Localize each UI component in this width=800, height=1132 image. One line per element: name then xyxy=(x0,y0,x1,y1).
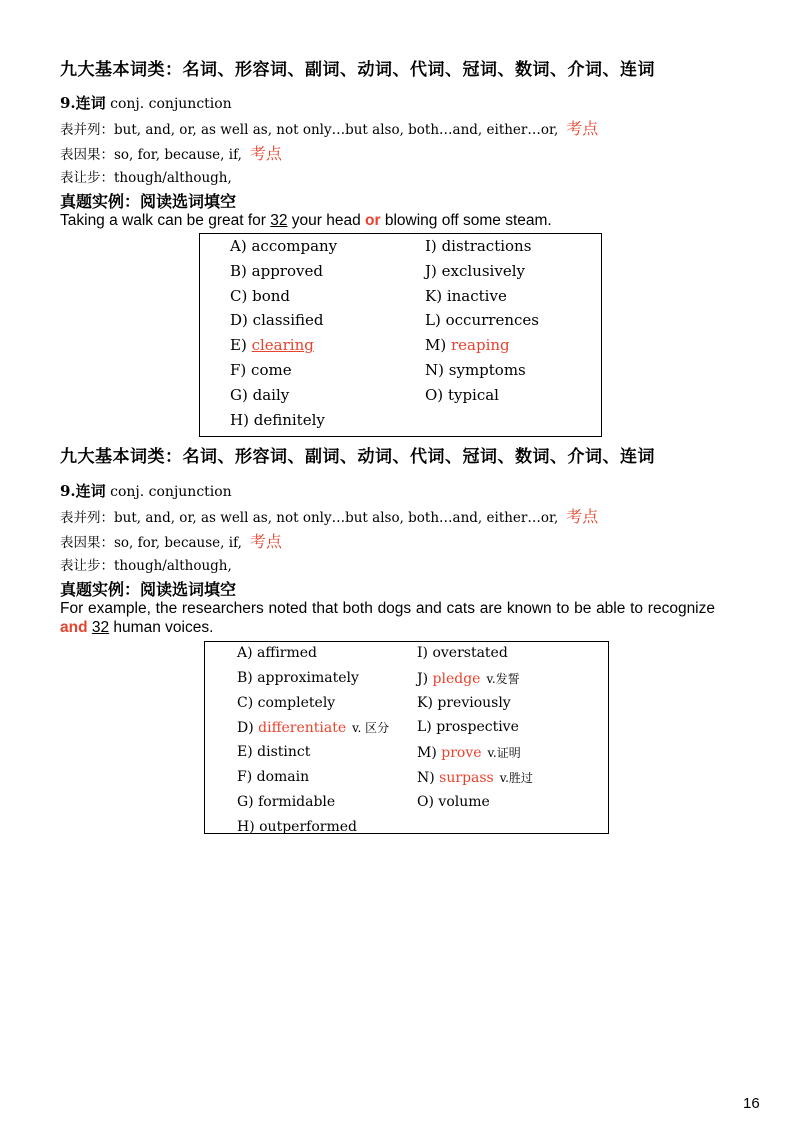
option-word: overstated xyxy=(432,645,508,661)
option-word: pledge xyxy=(432,670,481,687)
option-letter: N) xyxy=(417,770,435,786)
word-option xyxy=(230,336,314,354)
option-letter: G) xyxy=(237,793,254,810)
option-letter: I) xyxy=(417,645,428,661)
word-option xyxy=(230,287,290,305)
option-letter: J) xyxy=(425,261,437,280)
option-word: classified xyxy=(252,311,324,330)
parallel-text: but, and, or, as well as, not only…but also, both…and, either…or, xyxy=(114,122,559,138)
concession-text: though/although, xyxy=(114,558,232,574)
option-letter: A) xyxy=(230,237,247,255)
option-word: formidable xyxy=(258,793,336,810)
option-note: v. 区分 xyxy=(352,721,390,736)
option-letter: B) xyxy=(237,669,253,686)
option-letter: A) xyxy=(237,645,253,661)
option-word: affirmed xyxy=(257,645,318,661)
word-option xyxy=(230,262,323,280)
option-word: prove xyxy=(441,745,482,762)
option-word: exclusively xyxy=(441,261,525,280)
option-word: approximately xyxy=(257,669,359,686)
option-letter: E) xyxy=(230,336,247,355)
parallel-label: 表并列： xyxy=(60,510,114,526)
word-option xyxy=(417,769,533,786)
option-letter: L) xyxy=(417,719,432,736)
word-option xyxy=(230,361,292,379)
cause-text: so, for, because, if, xyxy=(114,147,242,163)
word-option xyxy=(425,361,526,379)
word-option xyxy=(425,311,539,329)
option-letter: K) xyxy=(417,694,433,711)
word-bank-box xyxy=(204,641,609,834)
conjunction-keyword: or xyxy=(365,212,381,229)
option-letter: H) xyxy=(230,410,249,429)
title-en: conj. conjunction xyxy=(110,484,232,500)
option-letter: C) xyxy=(230,286,248,305)
word-option xyxy=(417,719,519,735)
option-word: accompany xyxy=(251,237,338,255)
cause-text: so, for, because, if, xyxy=(114,535,242,551)
case-title: 真题实例：阅读选词填空 xyxy=(60,580,237,599)
title-en: conj. conjunction xyxy=(110,96,232,112)
option-letter: F) xyxy=(237,769,253,785)
option-word: reaping xyxy=(451,336,510,355)
example-sentence xyxy=(60,211,552,230)
concession-label: 表让步： xyxy=(60,558,114,574)
word-option xyxy=(425,237,531,255)
word-option xyxy=(237,819,357,835)
option-letter: F) xyxy=(230,361,247,379)
cause-line xyxy=(60,529,282,552)
section-title xyxy=(60,480,232,501)
title-num: 9.连词 xyxy=(60,94,106,112)
key-point: 考点 xyxy=(249,144,282,163)
concession-line xyxy=(60,166,232,186)
key-point: 考点 xyxy=(566,507,599,526)
option-letter: E) xyxy=(237,744,253,761)
conjunction-keyword: and xyxy=(60,619,88,636)
sentence-part: your head xyxy=(287,212,366,229)
option-letter: G) xyxy=(230,385,248,404)
word-option xyxy=(237,719,389,736)
word-option xyxy=(425,386,499,404)
blank-number: 32 xyxy=(270,212,288,229)
word-option xyxy=(230,411,325,429)
concession-label: 表让步： xyxy=(60,170,114,186)
option-word: surpass xyxy=(439,770,494,786)
word-option xyxy=(230,386,289,404)
word-bank-box xyxy=(199,233,602,437)
option-word: outperformed xyxy=(259,818,357,835)
option-word: approved xyxy=(251,261,323,280)
option-letter: D) xyxy=(237,720,254,737)
option-word: prospective xyxy=(436,719,519,736)
example-sentence xyxy=(60,599,715,637)
word-option xyxy=(237,645,317,661)
word-option xyxy=(230,311,324,329)
option-word: typical xyxy=(447,385,499,404)
option-word: previously xyxy=(437,694,511,711)
word-option xyxy=(425,262,525,280)
option-word: definitely xyxy=(253,410,325,429)
option-letter: M) xyxy=(417,745,437,762)
word-option xyxy=(237,794,335,810)
option-word: volume xyxy=(438,793,490,810)
option-word: clearing xyxy=(251,336,314,355)
option-word: distinct xyxy=(257,744,311,761)
key-point: 考点 xyxy=(249,532,282,551)
sentence-part: human voices. xyxy=(109,619,214,636)
option-letter: D) xyxy=(230,311,248,330)
parallel-text: but, and, or, as well as, not only…but also, both…and, either…or, xyxy=(114,510,559,526)
option-word: domain xyxy=(256,769,310,785)
word-option xyxy=(417,744,521,761)
word-option xyxy=(417,670,520,687)
word-option xyxy=(417,645,508,661)
option-word: bond xyxy=(252,286,291,305)
sentence-part: For example, the researchers noted that both dogs and cats are known to be able to recognize xyxy=(60,600,715,617)
word-option xyxy=(425,287,507,305)
section-title xyxy=(60,92,232,113)
word-option xyxy=(237,769,309,785)
word-option xyxy=(237,744,310,760)
word-option xyxy=(237,670,359,686)
word-option xyxy=(230,237,337,255)
option-word: differentiate xyxy=(258,720,347,737)
word-option xyxy=(425,336,510,354)
option-word: symptoms xyxy=(448,361,526,379)
sentence-part: blowing off some steam. xyxy=(380,212,552,229)
option-letter: M) xyxy=(425,336,447,355)
option-word: come xyxy=(251,361,292,379)
option-word: daily xyxy=(252,385,290,404)
option-letter: L) xyxy=(425,311,441,330)
case-title: 真题实例：阅读选词填空 xyxy=(60,192,237,211)
option-letter: I) xyxy=(425,237,437,255)
option-word: occurrences xyxy=(445,311,539,330)
option-letter: N) xyxy=(425,361,444,379)
option-word: distractions xyxy=(441,237,532,255)
option-note: v.发誓 xyxy=(486,671,520,686)
option-word: inactive xyxy=(446,286,507,305)
title-num: 9.连词 xyxy=(60,482,106,500)
cause-label: 表因果： xyxy=(60,535,114,551)
cause-label: 表因果： xyxy=(60,147,114,163)
parallel-label: 表并列： xyxy=(60,122,114,138)
concession-line xyxy=(60,554,232,574)
option-letter: H) xyxy=(237,818,255,835)
sentence-part: Taking a walk can be great for xyxy=(60,212,271,229)
option-letter: O) xyxy=(425,385,444,404)
section-heading: 九大基本词类：名词、形容词、副词、动词、代词、冠词、数词、介词、连词 xyxy=(60,447,655,467)
concession-text: though/although, xyxy=(114,170,232,186)
word-option xyxy=(417,695,511,711)
option-letter: C) xyxy=(237,694,254,711)
word-option xyxy=(417,794,490,810)
option-letter: J) xyxy=(417,670,429,687)
option-letter: O) xyxy=(417,793,434,810)
section-heading: 九大基本词类：名词、形容词、副词、动词、代词、冠词、数词、介词、连词 xyxy=(60,60,655,80)
parallel-line xyxy=(60,504,598,527)
option-note: v.证明 xyxy=(487,746,521,761)
word-option xyxy=(237,695,335,711)
cause-line xyxy=(60,141,282,164)
option-word: completely xyxy=(257,694,336,711)
key-point: 考点 xyxy=(566,119,599,138)
page-number: 16 xyxy=(743,1095,760,1112)
option-letter: B) xyxy=(230,261,247,280)
option-letter: K) xyxy=(425,286,443,305)
option-note: v.胜过 xyxy=(499,771,533,785)
parallel-line xyxy=(60,116,598,139)
blank-number: 32 xyxy=(91,619,110,636)
